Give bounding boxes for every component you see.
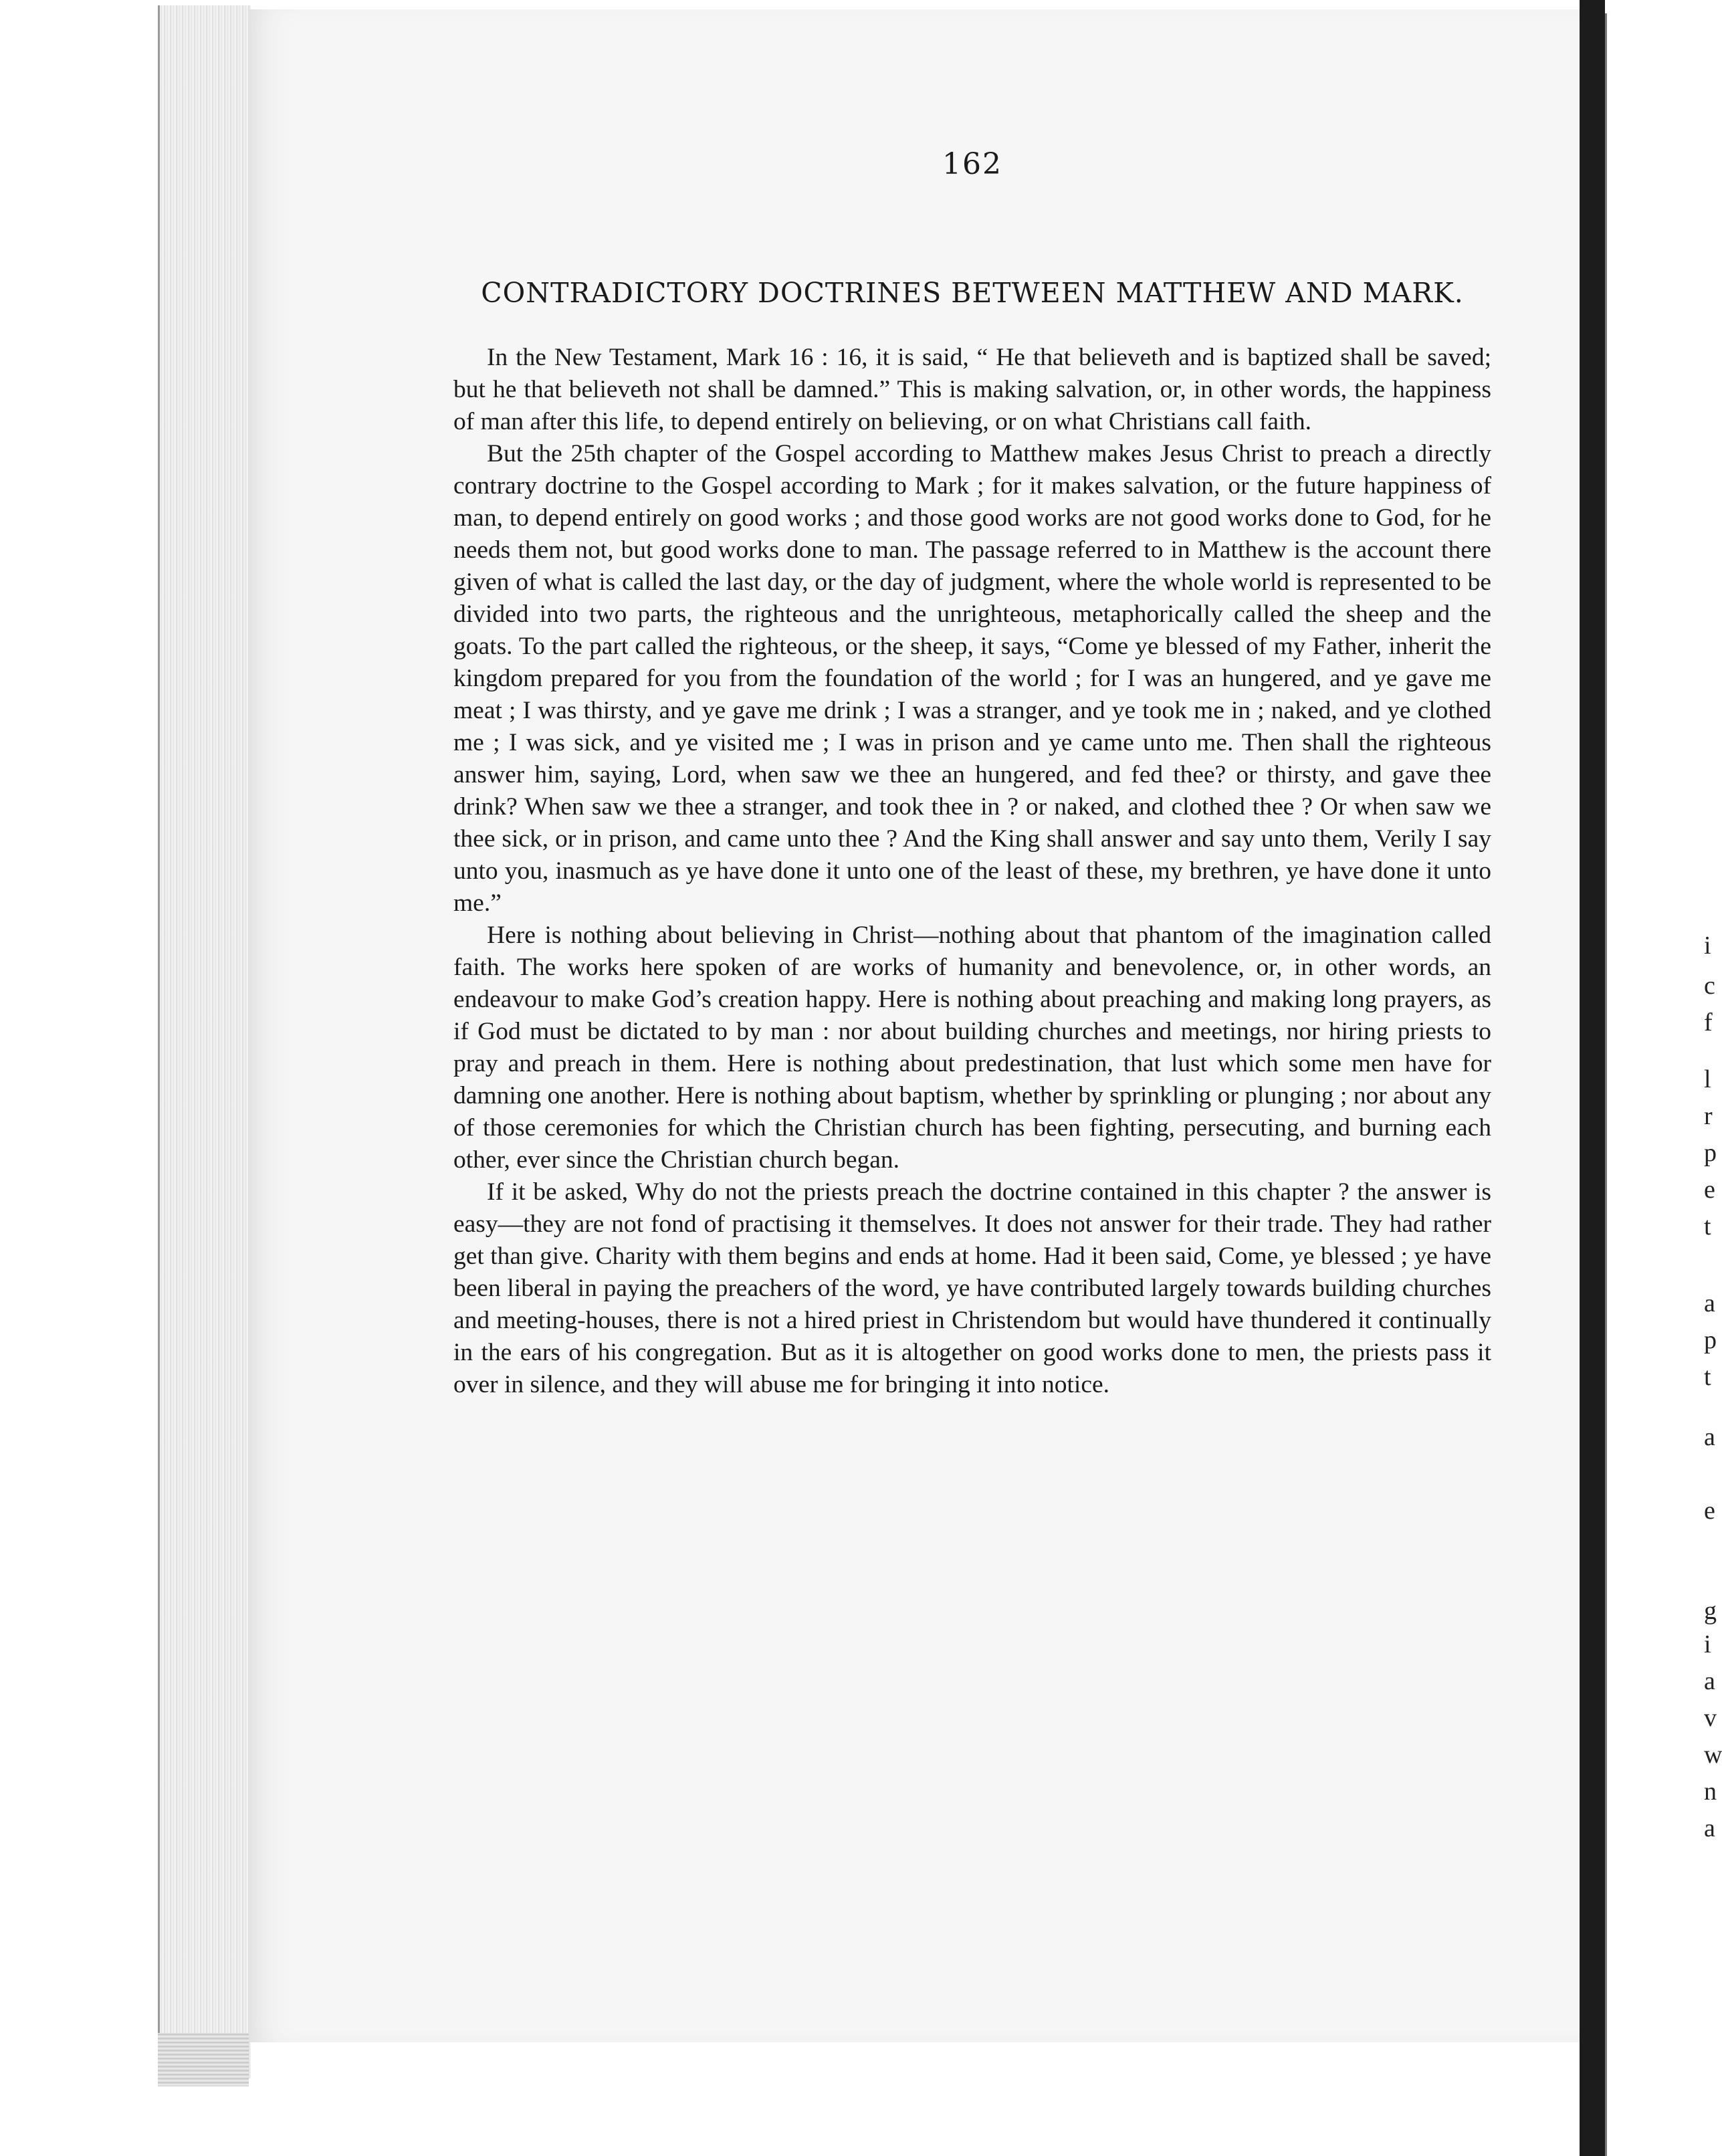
facing-page-edge-letter: p (1704, 1326, 1717, 1354)
book-page-edges (158, 5, 251, 2078)
facing-page-edge-letter: t (1704, 1363, 1711, 1391)
facing-page-edge-letter: e (1704, 1176, 1715, 1204)
facing-page-edge-letter: g (1704, 1597, 1717, 1625)
facing-page-edge-letter: i (1704, 1630, 1711, 1658)
facing-page-edge-letter: w (1704, 1741, 1722, 1769)
facing-page-edge-letter: v (1704, 1704, 1717, 1732)
facing-page-edge-letter: n (1704, 1777, 1717, 1806)
paragraph-3: Here is nothing about believing in Christ—nothing about that phantom of the imagination called faith. The works here spoken of are works of humanity and benevolence, or, in other words, an endeavour to make God’s creation happy. Here is nothing about preaching and making long prayers, as if God must be dictated to by man : nor about building churches and meetings, nor hiring priests to pray and preach in them. Here is nothing about predestination, that lust which some men have for damning one another. Here is nothing about baptism, whether by sprinkling or plunging ; nor about any of those ceremonies for which the Christian church has been fighting, persecuting, and burning each other, ever since the Christian church began. (453, 922, 1491, 1174)
page-number: 162 (942, 147, 1002, 181)
facing-page-edge-letter: p (1704, 1139, 1717, 1167)
facing-page (1605, 13, 1711, 2156)
paragraph-2: But the 25th chapter of the Gospel according to Matthew makes Jesus Christ to preach a directly contrary doctrine to the Gospel according to Mark ; for it makes salvation, or the future happiness of man, to depend entirely on good works ; and those good works are not good works done to God, for he needs them not, but good works done to man. The passage referred to in Matthew is the account there given of what is called the last day, or the day of judgment, where the whole world is represented to be divided into two parts, the righteous and the unrighteous, metaphorically called the sheep and the goats. To the part called the righteous, or the sheep, it says, “Come ye blessed of my Father, inherit the kingdom prepared for you from the foundation of the world ; for I was an hungered, and ye gave me meat ; I was thirsty, and ye gave me drink ; I was a stranger, and ye took me in ; naked, and ye clothed me ; I was sick, and ye visited me ; I was in prison and ye came unto me. Then shall the righteous answer him, saying, Lord, when saw we thee an hungered, and fed thee? or thirsty, and gave thee drink? When saw we thee a stranger, and took thee in ? or naked, and clothed thee ? Or when saw we thee sick, or in prison, and came unto thee ? And the King shall answer and say unto them, Verily I say unto you, inasmuch as ye have done it unto one of the least of these, my brethren, ye have done it unto me.” (453, 440, 1491, 917)
facing-page-edge-letter: a (1704, 1667, 1715, 1695)
facing-page-edge-letter: a (1704, 1814, 1715, 1842)
facing-page-edge-letter: l (1704, 1065, 1711, 1093)
paragraph-1: In the New Testament, Mark 16 : 16, it is said, “ He that believeth and is baptized shall be saved; but he that believeth not shall be damned.” This is making salvation, or, in other words, the happiness of man after this life, to depend entirely on believing, or on what Christians call faith. (453, 344, 1491, 435)
facing-page-edge-letter: a (1704, 1289, 1715, 1317)
chapter-title: CONTRADICTORY DOCTRINES BETWEEN MATTHEW AND MARK. (481, 277, 1464, 309)
paragraph-4: If it be asked, Why do not the priests preach the doctrine contained in this chapter ? the answer is easy—they are not fond of practising it themselves. It does not answer for their trade. They had rather get than give. Charity with them begins and ends at home. Had it been said, Come, ye blessed ; ye have been liberal in paying the preachers of the word, ye have contributed largely towards building churches and meeting-houses, there is not a hired priest in Christendom but would have thundered it continually in the ears of his congregation. But as it is altogether on good works done to men, the priests pass it over in silence, and they will abuse me for bringing it into notice. (453, 1178, 1491, 1398)
facing-page-edge-letter: r (1704, 1102, 1713, 1130)
facing-page-edge-letter: t (1704, 1212, 1711, 1241)
facing-page-edge-letter: i (1704, 932, 1711, 960)
facing-page-edge-letter: a (1704, 1423, 1715, 1451)
facing-page-edge-letter: e (1704, 1497, 1715, 1525)
book-page-edges-bottom (158, 2033, 249, 2086)
text-block (453, 147, 1491, 1401)
book-spine (1580, 0, 1605, 2156)
facing-page-edge-letter: f (1704, 1008, 1713, 1037)
facing-page-edge-letter: c (1704, 972, 1715, 1000)
